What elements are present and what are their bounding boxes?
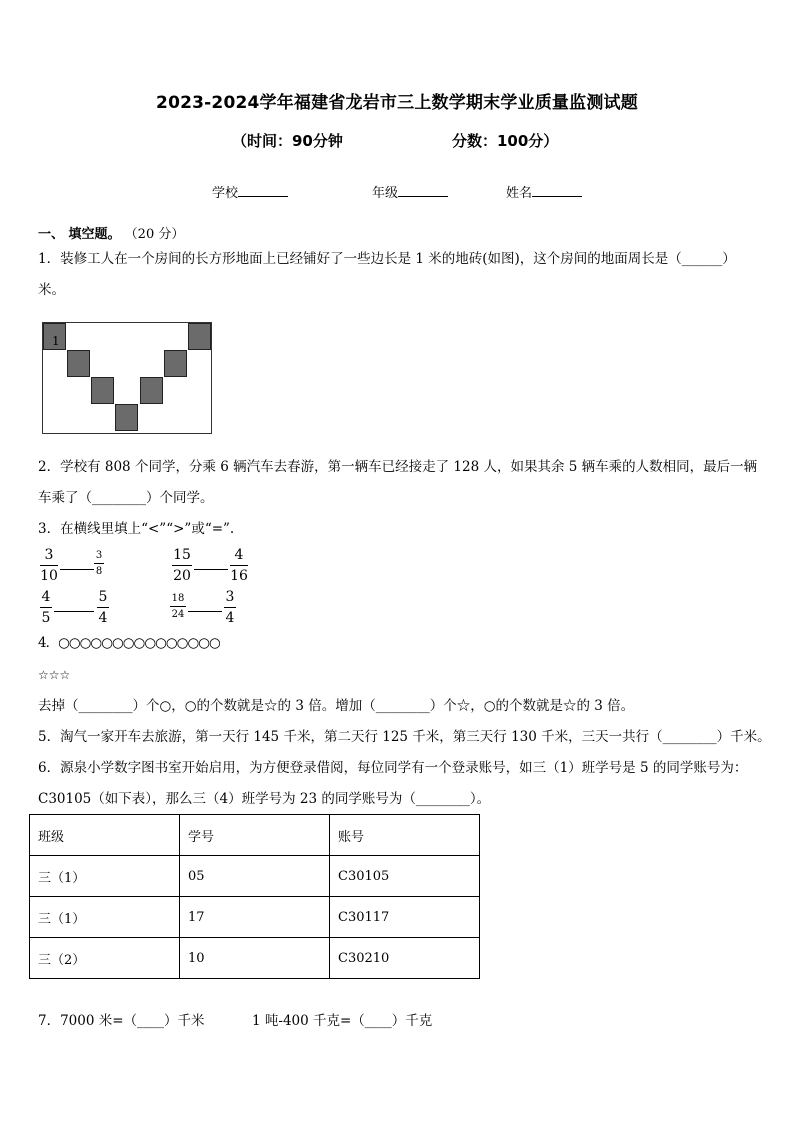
numerator: 3: [44, 547, 54, 563]
fraction: [224, 589, 236, 626]
numerator: 3: [95, 550, 103, 561]
fraction: [40, 547, 58, 584]
grade-blank[interactable]: [398, 184, 448, 197]
table-cell: C30117: [330, 897, 480, 938]
table-header-cell: 账号: [330, 815, 480, 856]
denominator: 16: [230, 568, 248, 584]
fraction: [230, 547, 248, 584]
numerator: 3: [225, 589, 235, 605]
q7-part1: 7．7000 米=（____）千米: [38, 1013, 205, 1029]
answer-blank[interactable]: [60, 569, 94, 570]
table-header-cell: 学号: [180, 815, 330, 856]
q3-prompt: 3．在横线里填上“<”“>”或“=”.: [38, 521, 235, 537]
q1-text-line1: 1．装修工人在一个房间的长方形地面上已经铺好了一些边长是 1 米的地砖(如图)，这个房间的地面周长是（______）: [38, 251, 736, 267]
denominator: 4: [225, 610, 235, 626]
grade-label: 年级: [372, 186, 399, 201]
school-blank[interactable]: [238, 184, 288, 197]
floor-tile: [164, 350, 187, 377]
tile-size-label: 1: [52, 334, 60, 348]
table-cell: 三（1）: [30, 897, 180, 938]
table-cell: C30210: [330, 938, 480, 979]
fraction: [40, 589, 52, 626]
q4-circles-row: 4．○○○○○○○○○○○○○○○: [38, 635, 220, 651]
numerator: 18: [171, 593, 185, 604]
q6-text-line2: C30105（如下表），那么三（4）班学号为 23 的同学账号为（________）。: [38, 791, 491, 807]
name-label: 姓名: [506, 186, 533, 201]
denominator: 5: [41, 610, 51, 626]
floor-tile: [91, 377, 114, 404]
q6-text-line1: 6．源泉小学数字图书室开始启用，为方便登录借阅，每位同学有一个登录账号，如三（1）班学号是 5 的同学账号为：: [38, 760, 748, 776]
table-cell: 17: [180, 897, 330, 938]
page-title: 2023-2024学年福建省龙岩市三上数学期末学业质量监测试题: [156, 93, 638, 113]
denominator: 20: [173, 568, 191, 584]
q1-text-line2: 米。: [38, 282, 65, 298]
q7-part2: 1 吨-400 千克=（____）千克: [252, 1013, 433, 1029]
account-table: [29, 814, 480, 979]
grade-field: [372, 182, 448, 201]
floor-tile: [140, 377, 163, 404]
denominator: 4: [98, 610, 108, 626]
denominator: 10: [40, 568, 58, 584]
denominator: 24: [171, 609, 185, 620]
exam-score: 分数：100分）: [452, 132, 559, 150]
fraction: [97, 589, 109, 626]
name-field: [506, 182, 582, 201]
table-cell: 05: [180, 856, 330, 897]
q2-text-line1: 2．学校有 808 个同学，分乘 6 辆汽车去春游，第一辆车已经接走了 128 人，如果其余 5 辆车乘的人数相同，最后一辆: [38, 459, 758, 475]
answer-blank[interactable]: [194, 569, 228, 570]
table-header-cell: 班级: [30, 815, 180, 856]
floor-tile: [188, 323, 211, 350]
table-header-row: [30, 815, 480, 856]
exam-time: （时间：90分钟: [232, 132, 343, 150]
floor-tile-figure: [42, 322, 212, 434]
table-cell: 10: [180, 938, 330, 979]
denominator: 8: [95, 566, 103, 577]
fraction: [94, 550, 104, 577]
fraction: [170, 593, 186, 620]
table-cell: C30105: [330, 856, 480, 897]
table-row: [30, 938, 480, 979]
name-blank[interactable]: [532, 184, 582, 197]
numerator: 5: [98, 589, 108, 605]
school-field: [212, 182, 288, 201]
table-row: [30, 897, 480, 938]
fraction: [172, 547, 192, 584]
numerator: 4: [234, 547, 244, 563]
section-heading: [38, 223, 184, 242]
numerator: 15: [173, 547, 191, 563]
answer-blank[interactable]: [54, 611, 94, 612]
q5-text: 5．淘气一家开车去旅游，第一天行 145 千米，第二天行 125 千米，第三天行 130 千米，三天一共行（________）千米。: [38, 729, 771, 745]
section-points: （20 分）: [124, 227, 185, 242]
q4-question: 去掉（________）个○，○的个数就是☆的 3 倍。增加（________）个☆，○的个数就是☆的 3 倍。: [38, 698, 635, 714]
floor-tile: [67, 350, 90, 377]
answer-blank[interactable]: [188, 611, 222, 612]
table-cell: 三（1）: [30, 856, 180, 897]
q2-text-line2: 车乘了（________）个同学。: [38, 490, 214, 506]
numerator: 4: [41, 589, 51, 605]
school-label: 学校: [212, 186, 239, 201]
section-title: 一、 填空题。: [38, 227, 121, 242]
table-row: [30, 856, 480, 897]
table-cell: 三（2）: [30, 938, 180, 979]
floor-tile: [115, 404, 138, 431]
q4-stars-row: ☆☆☆: [38, 668, 71, 682]
